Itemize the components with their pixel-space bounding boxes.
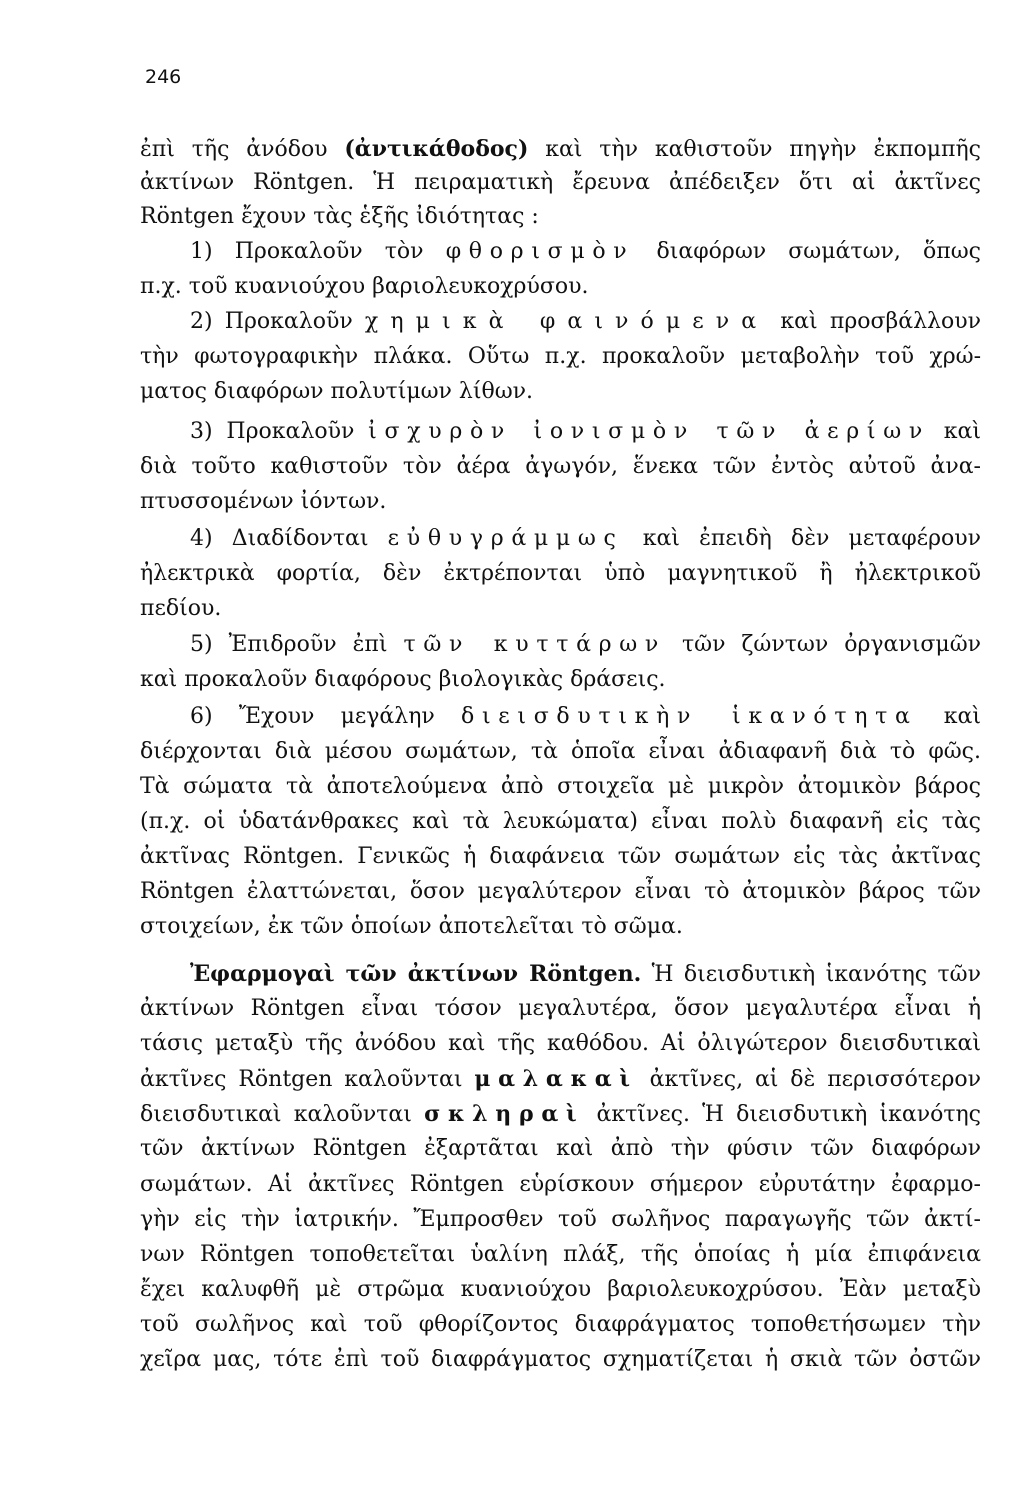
text-span: 6) Ἔχουν μεγάλην bbox=[190, 704, 462, 729]
text-line: Τὰ σώματα τὰ ἀποτελούμενα ἀπὸ στοιχεῖα μὲ μικρὸν ἀτομικὸν βάρος bbox=[140, 774, 981, 799]
list-item-3 bbox=[190, 415, 981, 449]
text-line: π.χ. τοῦ κυανιούχου βαριολευκοχρύσου. bbox=[140, 274, 589, 299]
text-line: τοῦ σωλῆνος καὶ τοῦ φθορίζοντος διαφράγματος τοποθετήσωμεν τὴν bbox=[140, 1312, 981, 1337]
text-line: ἔχει καλυφθῆ μὲ στρῶμα κυανιούχου βαριολευκοχρύσου. Ἐὰν μεταξὺ bbox=[140, 1277, 981, 1302]
emphasis: εὐθυγράμμως bbox=[387, 526, 624, 551]
list-item-6 bbox=[190, 700, 981, 734]
text-line: πεδίου. bbox=[140, 596, 222, 621]
text-span: καὶ τὴν καθιστοῦν πηγὴν ἐκπομπῆς bbox=[528, 137, 981, 162]
text-span: ἀκτῖνες, αἱ δὲ περισσότερον bbox=[637, 1067, 982, 1092]
emphasis: ἰσχυρὸν ἰονισμὸν τῶν ἀερίων bbox=[368, 419, 930, 444]
text-line: τάσις μεταξὺ τῆς ἀνόδου καὶ τῆς καθόδου. Αἱ ὀλιγώτερον διεισδυτικαὶ bbox=[140, 1031, 981, 1056]
text-span: ἀκτῖνες. Ἡ διεισδυτικὴ ἱκανότης bbox=[584, 1102, 982, 1127]
text-span: Ἡ διεισδυτικὴ ἱκανότης τῶν bbox=[641, 962, 981, 987]
list-item-1 bbox=[190, 235, 981, 269]
text-line: γὴν εἰς τὴν ἰατρικήν. Ἔμπροσθεν τοῦ σωλῆνος παραγωγῆς τῶν ἀκτί- bbox=[140, 1207, 981, 1232]
text-line: νων Röntgen τοποθετεῖται ὑαλίνη πλάξ, τῆς ὁποίας ἡ μία ἐπιφάνεια bbox=[140, 1242, 981, 1267]
text-span: ἐπὶ τῆς ἀνόδου bbox=[140, 137, 345, 162]
text-line: ἠλεκτρικὰ φορτία, δὲν ἐκτρέπονται ὑπὸ μαγνητικοῦ ἢ ἠλεκτρικοῦ bbox=[140, 561, 981, 586]
emphasis: τῶν κυττάρων bbox=[403, 632, 666, 657]
text-line: ἀκτῖνας Röntgen. Γενικῶς ἡ διαφάνεια τῶν σωμάτων εἰς τὰς ἀκτῖνας bbox=[140, 844, 981, 869]
text-span: 5) Ἐπιδροῦν ἐπὶ bbox=[190, 632, 404, 657]
emphasis: μαλακαὶ bbox=[474, 1066, 638, 1092]
text-line: Röntgen ἐλαττώνεται, ὅσον μεγαλύτερον εἶναι τὸ ἀτομικὸν βάρος τῶν bbox=[140, 879, 981, 904]
text-line: διὰ τοῦτο καθιστοῦν τὸν ἀέρα ἀγωγόν, ἕνεκα τῶν ἐντὸς αὐτοῦ ἀνα- bbox=[140, 454, 981, 479]
text-line: (π.χ. οἱ ὑδατάνθρακες καὶ τὰ λευκώματα) εἶναι πολὺ διαφανῆ εἰς τὰς bbox=[140, 809, 981, 834]
text-line bbox=[140, 1097, 981, 1132]
text-line: σωμάτων. Αἱ ἀκτῖνες Röntgen εὑρίσκουν σήμερον εὐρυτάτην ἐφαρμο- bbox=[140, 1172, 981, 1197]
text-span: 3) Προκαλοῦν bbox=[190, 419, 369, 444]
emphasis: χημικὰ φαινόμενα bbox=[364, 309, 769, 334]
list-item-5 bbox=[190, 628, 981, 662]
text-span: καὶ bbox=[917, 704, 982, 729]
text-span: καὶ ἐπειδὴ δὲν μεταφέρουν bbox=[623, 526, 981, 551]
emphasis: φθορισμὸν bbox=[445, 239, 635, 264]
page-number: 246 bbox=[145, 66, 182, 88]
text-line: τῶν ἀκτίνων Röntgen ἐξαρτᾶται καὶ ἀπὸ τὴν φύσιν τῶν διαφόρων bbox=[140, 1136, 981, 1161]
section-applications-heading-line bbox=[190, 957, 981, 992]
section-heading: Ἐφαρμογαὶ τῶν ἀκτίνων Röntgen. bbox=[190, 961, 642, 987]
text-span: καὶ προσβάλλουν bbox=[768, 309, 981, 334]
term-anticathode: (ἀντικάθοδος) bbox=[344, 136, 529, 162]
text-span: διαφόρων σωμάτων, ὅπως bbox=[634, 239, 981, 264]
text-line bbox=[140, 1062, 981, 1097]
text-span: 2) Προκαλοῦν bbox=[190, 309, 365, 334]
emphasis: διεισδυτικὴν ἱκανότητα bbox=[461, 704, 918, 729]
text-span: ἀκτῖνες Röntgen καλοῦνται bbox=[140, 1067, 475, 1092]
text-span: τῶν ζώντων ὀργανισμῶν bbox=[665, 632, 982, 657]
text-line: ἀκτίνων Röntgen εἶναι τόσον μεγαλυτέρα, ὅσον μεγαλυτέρα εἶναι ἡ bbox=[140, 996, 981, 1021]
text-span: 4) Διαδίδονται bbox=[190, 526, 388, 551]
emphasis: σκληραὶ bbox=[424, 1101, 585, 1127]
text-line: διέρχονται διὰ μέσου σωμάτων, τὰ ὁποῖα εἶναι ἀδιαφανῆ διὰ τὸ φῶς. bbox=[140, 739, 981, 764]
text-line bbox=[140, 132, 981, 167]
text-span: καὶ bbox=[929, 419, 981, 444]
text-line: καὶ προκαλοῦν διαφόρους βιολογικὰς δράσεις. bbox=[140, 667, 666, 692]
text-line: ματος διαφόρων πολυτίμων λίθων. bbox=[140, 379, 534, 404]
text-line: στοιχείων, ἐκ τῶν ὁποίων ἀποτελεῖται τὸ σῶμα. bbox=[140, 914, 683, 939]
text-span: 1) Προκαλοῦν τὸν bbox=[190, 239, 446, 264]
text-line: ἀκτίνων Röntgen. Ἡ πειραματικὴ ἔρευνα ἀπέδειξεν ὅτι αἱ ἀκτῖνες bbox=[140, 170, 981, 195]
text-line: Röntgen ἔχουν τὰς ἑξῆς ἰδιότητας : bbox=[140, 204, 539, 229]
text-line: πτυσσομένων ἰόντων. bbox=[140, 489, 387, 514]
list-item-2 bbox=[190, 305, 981, 339]
text-span: διεισδυτικαὶ καλοῦνται bbox=[140, 1102, 425, 1127]
text-line: χεῖρα μας, τότε ἐπὶ τοῦ διαφράγματος σχηματίζεται ἡ σκιὰ τῶν ὀστῶν bbox=[140, 1347, 981, 1372]
list-item-4 bbox=[190, 522, 981, 556]
text-line: τὴν φωτογραφικὴν πλάκα. Οὕτω π.χ. προκαλοῦν μεταβολὴν τοῦ χρώ- bbox=[140, 344, 981, 369]
